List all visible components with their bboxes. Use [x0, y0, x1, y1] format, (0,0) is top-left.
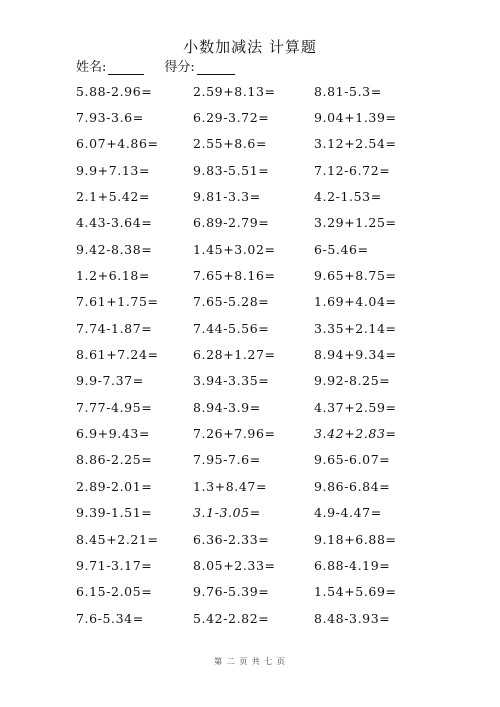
problem-cell: 3.1-3.05=	[193, 505, 261, 521]
problem-cell: 7.93-3.6=	[76, 110, 144, 126]
problem-cell: 3.42+2.83=	[314, 426, 397, 442]
name-field	[76, 56, 144, 75]
problem-cell: 1.69+4.04=	[314, 294, 397, 310]
problem-cell: 5.42-2.82=	[193, 610, 270, 626]
problem-cell: 9.42-8.38=	[76, 241, 153, 257]
problem-cell: 7.95-7.6=	[193, 452, 261, 468]
problem-cell: 6.88-4.19=	[314, 557, 391, 573]
problem-cell: 1.54+5.69=	[314, 584, 397, 600]
problem-cell: 3.29+1.25=	[314, 215, 397, 231]
problem-cell: 8.94+9.34=	[314, 347, 397, 363]
problem-cell: 6.28+1.27=	[193, 347, 276, 363]
problem-cell: 9.92-8.25=	[314, 373, 391, 389]
problem-cell: 9.9+7.13=	[76, 162, 151, 178]
problem-cell: 9.86-6.84=	[314, 478, 391, 494]
problem-cell: 4.2-1.53=	[314, 189, 382, 205]
problem-cell: 2.89-2.01=	[76, 478, 153, 494]
problem-cell: 1.45+3.02=	[193, 241, 276, 257]
problem-cell: 9.39-1.51=	[76, 505, 153, 521]
page-title: 小数加减法 计算题	[183, 38, 317, 56]
problem-cell: 3.35+2.14=	[314, 320, 397, 336]
problem-cell: 8.05+2.33=	[193, 557, 276, 573]
problem-cell: 4.9-4.47=	[314, 505, 382, 521]
problem-cell: 6.29-3.72=	[193, 110, 270, 126]
problem-cell: 7.77-4.95=	[76, 399, 153, 415]
problem-cell: 9.81-3.3=	[193, 189, 261, 205]
problem-cell: 7.65-5.28=	[193, 294, 270, 310]
problem-cell: 9.83-5.51=	[193, 162, 270, 178]
problem-cell: 2.55+8.6=	[193, 136, 268, 152]
problem-cell: 9.04+1.39=	[314, 110, 397, 126]
problem-cell: 9.71-3.17=	[76, 557, 153, 573]
problem-cell: 9.65+8.75=	[314, 268, 397, 284]
problem-cell: 8.86-2.25=	[76, 452, 153, 468]
problem-cell: 5.88-2.96=	[76, 83, 153, 99]
problem-cell: 7.6-5.34=	[76, 610, 144, 626]
student-info	[76, 56, 235, 75]
problem-cell: 4.43-3.64=	[76, 215, 153, 231]
problem-cell: 7.12-6.72=	[314, 162, 391, 178]
problem-cell: 9.76-5.39=	[193, 584, 270, 600]
score-label: 得分:	[164, 60, 195, 75]
problem-cell: 8.48-3.93=	[314, 610, 391, 626]
problem-cell: 9.18+6.88=	[314, 531, 397, 547]
problem-cell: 8.94-3.9=	[193, 399, 261, 415]
problem-cell: 9.65-6.07=	[314, 452, 391, 468]
problem-cell: 1.2+6.18=	[76, 268, 151, 284]
problem-cell: 2.59+8.13=	[193, 83, 276, 99]
score-field	[164, 56, 234, 75]
problem-cell: 6.9+9.43=	[76, 426, 151, 442]
score-blank-line	[197, 61, 235, 75]
problem-cell: 6.15-2.05=	[76, 584, 153, 600]
page-footer: 第 二 页 共 七 页	[214, 657, 286, 666]
problem-cell: 7.61+1.75=	[76, 294, 159, 310]
problem-cell: 8.45+2.21=	[76, 531, 159, 547]
problem-cell: 2.1+5.42=	[76, 189, 151, 205]
problem-cell: 6.07+4.86=	[76, 136, 159, 152]
name-label: 姓名:	[76, 60, 107, 75]
problem-cell: 3.94-3.35=	[193, 373, 270, 389]
problem-cell: 1.3+8.47=	[193, 478, 268, 494]
name-blank-line	[108, 61, 144, 75]
problem-cell: 7.26+7.96=	[193, 426, 276, 442]
problem-cell: 8.61+7.24=	[76, 347, 159, 363]
problem-cell: 9.9-7.37=	[76, 373, 144, 389]
problem-cell: 6-5.46=	[314, 241, 369, 257]
problem-cell: 6.36-2.33=	[193, 531, 270, 547]
problem-cell: 7.44-5.56=	[193, 320, 270, 336]
problem-cell: 6.89-2.79=	[193, 215, 270, 231]
problem-cell: 8.81-5.3=	[314, 83, 382, 99]
problem-cell: 7.74-1.87=	[76, 320, 153, 336]
problem-cell: 7.65+8.16=	[193, 268, 276, 284]
problem-cell: 4.37+2.59=	[314, 399, 397, 415]
problem-cell: 3.12+2.54=	[314, 136, 397, 152]
problem-grid	[76, 78, 416, 631]
